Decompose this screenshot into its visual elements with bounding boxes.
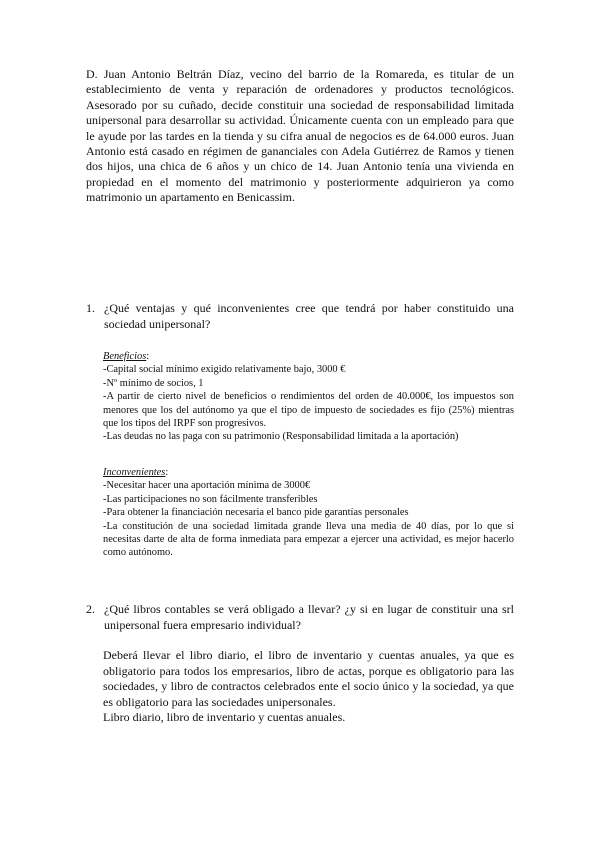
benefit-item: -Nº mínimo de socios, 1 [103,377,204,389]
question-text: ¿Qué ventajas y qué inconvenientes cree que tendrá por haber constituido una sociedad unipersonal? [104,301,514,331]
drawback-item: -La constitución de una sociedad limitada grande lleva una media de 40 días, por lo que si necesitas darte de alta de forma inmediata para empezar a ejercer una actividad, es mejor hacerlo como autónomo. [103,520,514,559]
drawbacks-section [103,466,514,560]
question-2 [86,602,514,633]
benefits-section [103,350,514,444]
case-statement-paragraph: D. Juan Antonio Beltrán Díaz, vecino del barrio de la Romareda, es titular de un establecimiento de venta y reparación de ordenadores y productos tecnológicos. Asesorado por su cuñado, decide constituir una sociedad de responsabilidad limitada unipersonal para desarrollar su actividad. Únicamente cuenta con un empleado para que le ayude por las tardes en la tienda y su cifra anual de negocios es de 64.000 euros. Juan Antonio está casado en régimen de gananciales con Adela Gutiérrez de Ramos y tienen dos hijos, una chica de 6 años y un chico de 14. Juan Antonio tenía una vivienda en propiedad en el momento del matrimonio y posteriormente adquirieron ya como matrimonio un apartamento en Benicassim. [86,67,514,205]
question-number: 2. [86,602,95,616]
drawbacks-heading-line [103,467,168,478]
benefit-item: -Capital social mínimo exigido relativamente bajo, 3000 € [103,364,346,376]
benefit-item: -Las deudas no las paga con su patrimonio (Responsabilidad limitada a la aportación) [103,431,459,443]
question-number: 1. [86,301,95,315]
answer-paragraph: Libro diario, libro de inventario y cuentas anuales. [103,710,346,725]
question-text: ¿Qué libros contables se verá obligado a llevar? ¿y si en lugar de constituir una srl unipersonal fuera empresario individual? [104,602,514,632]
drawback-item: -Las participaciones no son fácilmente transferibles [103,493,318,505]
benefits-heading-colon: : [146,351,150,362]
question-1 [86,301,514,332]
benefits-heading: Beneficios [103,351,147,362]
drawbacks-heading-colon: : [165,467,169,478]
question-2-answer [103,648,514,726]
benefit-item: -A partir de cierto nivel de beneficios o rendimientos del orden de 40.000€, los impuestos son menores que los del autónomo ya que el tipo de impuesto de sociedades es fijo (25%) mientras que los tipos del IRPF son progresivos. [103,391,514,430]
drawbacks-heading: Inconvenientes [103,467,166,478]
answer-paragraph: Deberá llevar el libro diario, el libro de inventario y cuentas anuales, ya que es obligatorio para todos los empresarios, libro de actas, porque es obligatorio para las sociedades, y libro de contractos celebrados ente el socio único y la sociedad, ya que es obligatorio para las sociedades unipersonales. [103,648,514,709]
drawback-item: -Para obtener la financiación necesaria el banco pide garantías personales [103,507,409,519]
drawback-item: -Necesitar hacer una aportación mínima de 3000€ [103,480,311,492]
benefits-heading-line [103,351,149,362]
